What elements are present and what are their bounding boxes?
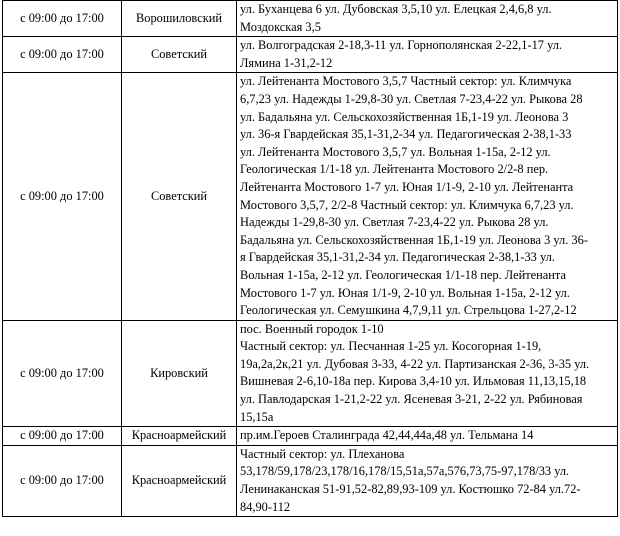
district-cell: Красноармейский (122, 445, 237, 516)
streets-cell (237, 73, 618, 320)
streets-line: ул. 36-я Гвардейская 35,1-31,2-34 ул. Педагогическая 2-38,1-33 (240, 127, 572, 142)
streets-line: ул. Волгоградская 2-18,3-11 ул. Горнополянская 2-22,1-17 ул. (240, 38, 563, 53)
schedule-row (3, 427, 618, 446)
streets-cell (237, 445, 618, 516)
streets-line: пос. Военный городок 1-10 (240, 321, 384, 336)
schedule-row (3, 1, 618, 37)
schedule-row (3, 37, 618, 73)
schedule-row (3, 320, 618, 427)
streets-line: Лейтенанта Мостового 1-7 ул. Юная 1/1-9, 2-10 ул. Лейтенанта (240, 179, 574, 194)
streets-cell (237, 427, 618, 446)
streets-line: 6,7,23 ул. Надежды 1-29,8-30 ул. Светлая 7-23,4-22 ул. Рыкова 28 (240, 91, 583, 106)
streets-line: я Гвардейская 35,1-31,2-34 ул. Педагогическая 2-38,1-33 ул. (240, 250, 555, 265)
streets-line: Надежды 1-29,8-30 ул. Светлая 7-23,4-22 ул. Рыкова 28 ул. (240, 215, 549, 230)
streets-line: 15,15а (240, 409, 274, 424)
district-cell: Кировский (122, 320, 237, 427)
streets-line: Бадальяна ул. Сельскохозяйственная 1Б,1-19 ул. Леонова 3 ул. 36- (240, 232, 588, 247)
time-cell: с 09:00 до 17:00 (3, 73, 122, 320)
schedule-rows (3, 1, 618, 517)
outage-schedule-table (2, 0, 618, 517)
time-cell: с 09:00 до 17:00 (3, 320, 122, 427)
schedule-row (3, 445, 618, 516)
streets-line: 84,90-112 (240, 499, 291, 514)
time-cell: с 09:00 до 17:00 (3, 427, 122, 446)
schedule-row (3, 73, 618, 320)
streets-line: ул. Буханцева 6 ул. Дубовская 3,5,10 ул. Елецкая 2,4,6,8 ул. (240, 2, 552, 16)
district-cell: Советский (122, 73, 237, 320)
streets-line: Частный сектор: ул. Плеханова (240, 446, 405, 461)
time-cell: с 09:00 до 17:00 (3, 445, 122, 516)
streets-line: ул. Бадальяна ул. Сельскохозяйственная 1Б,1-19 ул. Леонова 3 (240, 109, 569, 124)
time-cell: с 09:00 до 17:00 (3, 1, 122, 37)
district-cell: Красноармейский (122, 427, 237, 446)
streets-line: Ленинаканская 51-91,52-82,89,93-109 ул. Костюшко 72-84 ул.72- (240, 482, 581, 497)
streets-line: ул. Лейтенанта Мостового 3,5,7 ул. Вольная 1-15а, 2-12 ул. (240, 144, 551, 159)
streets-line: Мостового 3,5,7, 2/2-8 Частный сектор: ул. Климчука 6,7,23 ул. (240, 197, 574, 212)
time-cell: с 09:00 до 17:00 (3, 37, 122, 73)
streets-line: пр.им.Героев Сталинграда 42,44,44а,48 ул. Тельмана 14 (240, 428, 534, 443)
streets-line: Вольная 1-15а, 2-12 ул. Геологическая 1/1-18 пер. Лейтенанта (240, 267, 566, 282)
streets-line: 19а,2а,2к,21 ул. Дубовая 3-33, 4-22 ул. Партизанская 2-36, 3-35 ул. (240, 356, 590, 371)
streets-line: 53,178/59,178/23,178/16,178/15,51а,57а,576,73,75-97,178/33 ул. (240, 464, 570, 479)
streets-line: Частный сектор: ул. Песчанная 1-25 ул. Косогорная 1-19, (240, 339, 542, 354)
streets-cell (237, 1, 618, 37)
streets-line: Лямина 1-31,2-12 (240, 55, 333, 70)
streets-cell (237, 37, 618, 73)
streets-line: ул. Павлодарская 1-21,2-22 ул. Ясеневая 3-21, 2-22 ул. Рябиновая (240, 392, 583, 407)
district-cell: Советский (122, 37, 237, 73)
streets-line: Геологическая ул. Семушкина 4,7,9,11 ул. Стрельцова 1-27,2-12 (240, 303, 577, 318)
streets-line: Вишневая 2-6,10-18а пер. Кирова 3,4-10 ул. Ильмовая 11,13,15,18 (240, 374, 587, 389)
streets-line: Геологическая 1/1-18 ул. Лейтенанта Мостового 2/2-8 пер. (240, 162, 549, 177)
streets-line: Моздокская 3,5 (240, 19, 321, 34)
streets-line: Мостового 1-7 ул. Юная 1/1-9, 2-10 ул. Вольная 1-15а, 2-12 ул. (240, 285, 570, 300)
streets-cell (237, 320, 618, 427)
streets-line: ул. Лейтенанта Мостового 3,5,7 Частный сектор: ул. Климчука (240, 74, 572, 89)
district-cell: Ворошиловский (122, 1, 237, 37)
